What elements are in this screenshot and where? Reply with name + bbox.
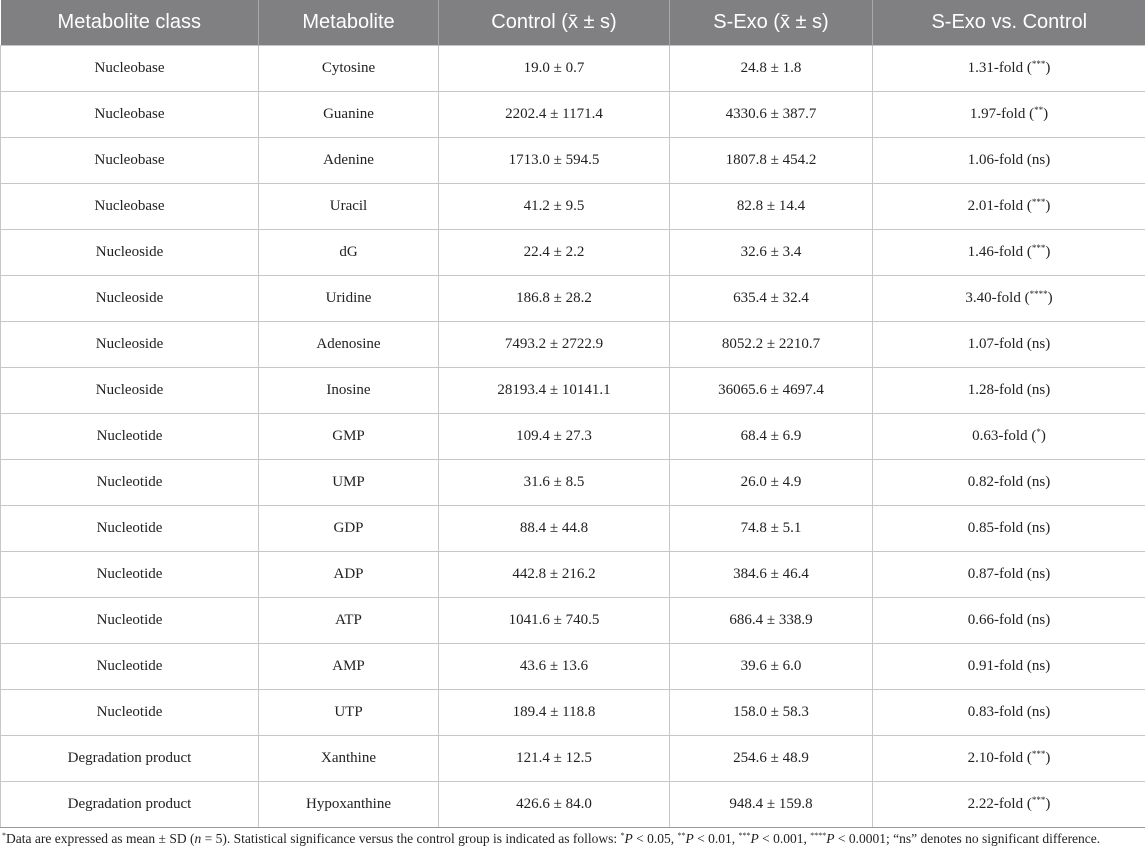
table-row (1, 644, 1145, 690)
cell-s-exo: 74.8 ± 5.1 (670, 506, 873, 552)
cell-control: 109.4 ± 27.3 (439, 414, 670, 460)
cell-s-exo: 68.4 ± 6.9 (670, 414, 873, 460)
cell-fold-change (873, 552, 1145, 598)
cell-s-exo: 158.0 ± 58.3 (670, 690, 873, 736)
cell-fold-change (873, 460, 1145, 506)
footnote-marker: * (2, 831, 6, 840)
cell-metabolite: dG (259, 230, 439, 276)
cell-s-exo: 384.6 ± 46.4 (670, 552, 873, 598)
cell-fold-change (873, 46, 1145, 92)
cell-metabolite-class: Nucleoside (1, 276, 259, 322)
cell-metabolite: AMP (259, 644, 439, 690)
fold-value: 0.66-fold (ns) (967, 612, 1051, 628)
significance-marker: **** (1029, 289, 1048, 299)
fold-close-paren: ) (1040, 428, 1046, 444)
footnote-sig-marker: *** (738, 831, 751, 840)
cell-fold-change (873, 506, 1145, 552)
cell-metabolite: Cytosine (259, 46, 439, 92)
fold-value: 0.87-fold (ns) (967, 566, 1051, 582)
table-row (1, 276, 1145, 322)
cell-control: 442.8 ± 216.2 (439, 552, 670, 598)
cell-control: 426.6 ± 84.0 (439, 782, 670, 828)
footnote-text: = 5). Statistical significance versus the control group is indicated as follows: (201, 831, 621, 846)
fold-value: 1.28-fold (ns) (967, 382, 1051, 398)
cell-s-exo: 39.6 ± 6.0 (670, 644, 873, 690)
cell-metabolite: GMP (259, 414, 439, 460)
cell-metabolite-class: Nucleotide (1, 598, 259, 644)
significance-marker: * (1036, 427, 1041, 437)
cell-fold-change (873, 598, 1145, 644)
cell-fold-change (873, 736, 1145, 782)
cell-s-exo: 26.0 ± 4.9 (670, 460, 873, 506)
footnote-sig-marker: **** (810, 831, 827, 840)
cell-metabolite: Inosine (259, 368, 439, 414)
fold-close-paren: ) (1045, 198, 1051, 214)
cell-s-exo: 36065.6 ± 4697.4 (670, 368, 873, 414)
table-row (1, 230, 1145, 276)
cell-metabolite-class: Nucleotide (1, 414, 259, 460)
cell-metabolite-class: Nucleoside (1, 322, 259, 368)
table-header-row (1, 0, 1145, 46)
fold-value: 1.07-fold (ns) (967, 336, 1051, 352)
cell-control: 88.4 ± 44.8 (439, 506, 670, 552)
cell-control: 22.4 ± 2.2 (439, 230, 670, 276)
table-row (1, 138, 1145, 184)
cell-metabolite-class: Nucleobase (1, 138, 259, 184)
cell-metabolite: UMP (259, 460, 439, 506)
footnote-p: P (685, 831, 694, 846)
footnote-sig-marker: * (620, 831, 625, 840)
table-footnote (2, 829, 1142, 848)
significance-marker: *** (1031, 197, 1046, 207)
cell-s-exo: 32.6 ± 3.4 (670, 230, 873, 276)
fold-close-paren: ) (1045, 244, 1051, 260)
fold-close-paren: ) (1045, 60, 1051, 76)
cell-control: 7493.2 ± 2722.9 (439, 322, 670, 368)
table-row (1, 690, 1145, 736)
footnote-p: P (624, 831, 633, 846)
cell-metabolite: ATP (259, 598, 439, 644)
footnote-text: < 0.0001; “ns” denotes no significant difference. (834, 831, 1101, 846)
table-row (1, 506, 1145, 552)
cell-metabolite-class: Nucleobase (1, 184, 259, 230)
cell-metabolite-class: Nucleotide (1, 644, 259, 690)
fold-value: 0.91-fold (ns) (967, 658, 1051, 674)
fold-value: 0.83-fold (ns) (967, 704, 1051, 720)
cell-metabolite-class: Degradation product (1, 736, 259, 782)
fold-value: 1.06-fold (ns) (967, 152, 1051, 168)
fold-value: 1.46-fold ( (967, 244, 1032, 260)
cell-s-exo: 8052.2 ± 2210.7 (670, 322, 873, 368)
footnote-text: < 0.001, (758, 831, 811, 846)
table-row (1, 460, 1145, 506)
fold-value: 3.40-fold ( (965, 290, 1030, 306)
cell-s-exo: 948.4 ± 159.8 (670, 782, 873, 828)
footnote-text: Data are expressed as mean ± SD ( (6, 831, 195, 846)
header-s-exo: S-Exo (x̄ ± s) (670, 0, 873, 46)
cell-fold-change (873, 368, 1145, 414)
cell-s-exo: 254.6 ± 48.9 (670, 736, 873, 782)
fold-close-paren: ) (1045, 750, 1051, 766)
significance-marker: *** (1031, 59, 1046, 69)
table-row (1, 92, 1145, 138)
cell-metabolite: UTP (259, 690, 439, 736)
cell-s-exo: 4330.6 ± 387.7 (670, 92, 873, 138)
header-fold-change: S-Exo vs. Control (873, 0, 1145, 46)
cell-metabolite-class: Nucleotide (1, 506, 259, 552)
cell-metabolite: Uracil (259, 184, 439, 230)
footnote-n: n (194, 831, 202, 846)
cell-metabolite-class: Nucleoside (1, 368, 259, 414)
cell-metabolite-class: Nucleobase (1, 92, 259, 138)
cell-metabolite: Adenine (259, 138, 439, 184)
cell-fold-change (873, 92, 1145, 138)
table-row (1, 368, 1145, 414)
footnote-p: P (826, 831, 835, 846)
cell-control: 31.6 ± 8.5 (439, 460, 670, 506)
cell-metabolite-class: Nucleoside (1, 230, 259, 276)
significance-marker: *** (1031, 749, 1046, 759)
cell-fold-change (873, 184, 1145, 230)
table-row (1, 46, 1145, 92)
cell-s-exo: 82.8 ± 14.4 (670, 184, 873, 230)
fold-value: 0.63-fold ( (972, 428, 1037, 444)
significance-marker: *** (1031, 795, 1046, 805)
cell-fold-change (873, 690, 1145, 736)
cell-fold-change (873, 276, 1145, 322)
table-row (1, 782, 1145, 828)
cell-metabolite-class: Nucleotide (1, 552, 259, 598)
footnote-text: < 0.01, (693, 831, 739, 846)
significance-marker: ** (1034, 105, 1044, 115)
footnote-p: P (750, 831, 759, 846)
cell-s-exo: 635.4 ± 32.4 (670, 276, 873, 322)
table-row (1, 414, 1145, 460)
fold-value: 1.97-fold ( (969, 106, 1035, 122)
table-row (1, 598, 1145, 644)
fold-value: 0.85-fold (ns) (967, 520, 1051, 536)
cell-metabolite-class: Nucleotide (1, 460, 259, 506)
cell-metabolite-class: Nucleotide (1, 690, 259, 736)
header-metabolite-class: Metabolite class (1, 0, 259, 46)
cell-control: 121.4 ± 12.5 (439, 736, 670, 782)
fold-value: 2.10-fold ( (967, 750, 1032, 766)
cell-metabolite: GDP (259, 506, 439, 552)
cell-control: 186.8 ± 28.2 (439, 276, 670, 322)
cell-metabolite: Xanthine (259, 736, 439, 782)
cell-control: 28193.4 ± 10141.1 (439, 368, 670, 414)
fold-close-paren: ) (1047, 290, 1053, 306)
table-row (1, 552, 1145, 598)
cell-s-exo: 1807.8 ± 454.2 (670, 138, 873, 184)
cell-control: 2202.4 ± 1171.4 (439, 92, 670, 138)
cell-control: 19.0 ± 0.7 (439, 46, 670, 92)
cell-metabolite: Adenosine (259, 322, 439, 368)
cell-control: 1041.6 ± 740.5 (439, 598, 670, 644)
footnote-text: < 0.05, (632, 831, 678, 846)
cell-metabolite-class: Degradation product (1, 782, 259, 828)
cell-metabolite: Uridine (259, 276, 439, 322)
fold-value: 1.31-fold ( (967, 60, 1032, 76)
fold-close-paren: ) (1043, 106, 1049, 122)
significance-marker: *** (1031, 243, 1046, 253)
cell-fold-change (873, 414, 1145, 460)
cell-control: 41.2 ± 9.5 (439, 184, 670, 230)
cell-s-exo: 24.8 ± 1.8 (670, 46, 873, 92)
cell-metabolite: Guanine (259, 92, 439, 138)
fold-close-paren: ) (1045, 796, 1051, 812)
table-row (1, 322, 1145, 368)
table-row (1, 736, 1145, 782)
fold-value: 2.01-fold ( (967, 198, 1032, 214)
cell-metabolite-class: Nucleobase (1, 46, 259, 92)
cell-fold-change (873, 644, 1145, 690)
cell-fold-change (873, 138, 1145, 184)
cell-s-exo: 686.4 ± 338.9 (670, 598, 873, 644)
header-metabolite: Metabolite (259, 0, 439, 46)
cell-metabolite: Hypoxanthine (259, 782, 439, 828)
cell-metabolite: ADP (259, 552, 439, 598)
cell-control: 189.4 ± 118.8 (439, 690, 670, 736)
fold-value: 0.82-fold (ns) (967, 474, 1051, 490)
footnote-sig-marker: ** (677, 831, 686, 840)
table-row (1, 184, 1145, 230)
cell-control: 1713.0 ± 594.5 (439, 138, 670, 184)
cell-fold-change (873, 322, 1145, 368)
fold-value: 2.22-fold ( (967, 796, 1032, 812)
header-control: Control (x̄ ± s) (439, 0, 670, 46)
cell-fold-change (873, 782, 1145, 828)
cell-fold-change (873, 230, 1145, 276)
cell-control: 43.6 ± 13.6 (439, 644, 670, 690)
